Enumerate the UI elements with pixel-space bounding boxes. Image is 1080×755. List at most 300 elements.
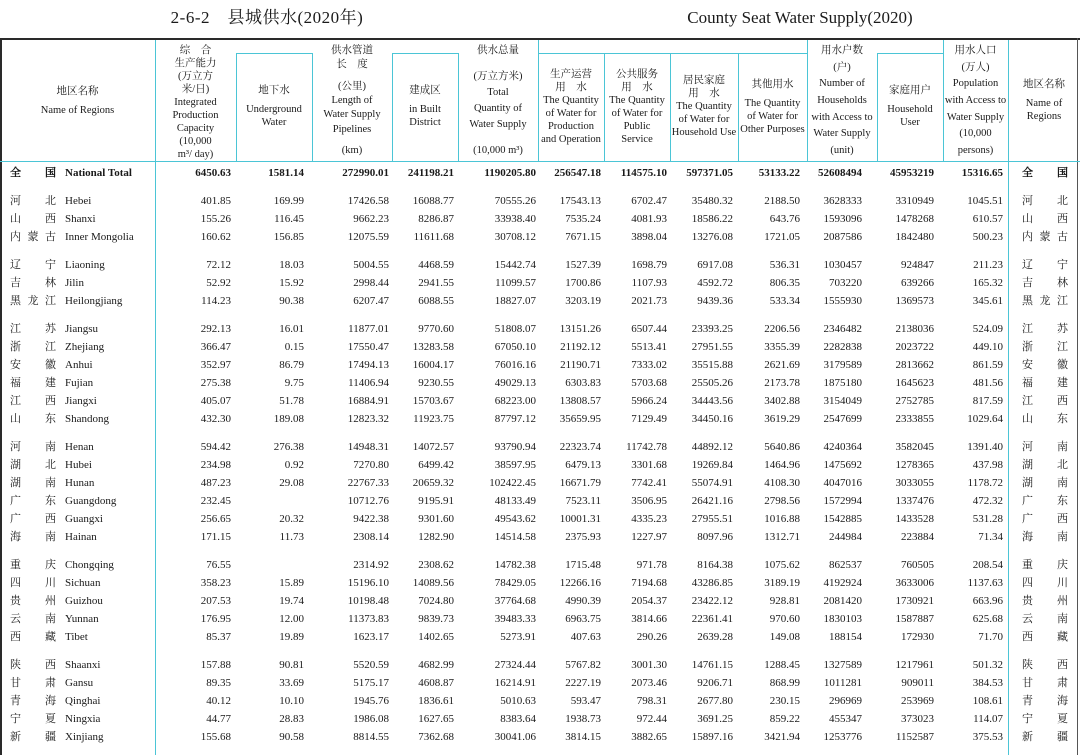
table-row [0,410,1080,428]
region-zh-char: 海 [10,531,21,543]
region-zh-char: 宁 [10,713,21,725]
region-zh-char: 宁 [1057,259,1068,271]
value-total-supply: 15442.74 [494,259,536,271]
header-line: User [900,117,920,128]
region-zh [10,492,56,510]
value-underground: 15.89 [279,577,304,589]
value-pipelines: 22767.33 [347,477,389,489]
value-built-district: 1627.65 [418,713,454,725]
value-other-purposes: 643.76 [769,213,800,225]
value-underground: 10.10 [279,695,304,707]
value-other-purposes: 3421.94 [764,731,800,743]
header-line: Regions [1026,111,1062,122]
region-zh-char: 宁 [1022,713,1033,725]
value-total-supply: 33938.40 [494,213,536,225]
row-gap [0,182,1080,192]
value-households: 1327589 [823,659,862,671]
value-household-user: 1337476 [895,495,934,507]
value-built-district: 9301.60 [418,513,454,525]
value-total-supply: 8383.64 [500,713,536,725]
value-built-district: 2308.62 [418,559,454,571]
value-other-purposes: 1464.96 [764,459,800,471]
region-zh-char: 内 [10,231,21,243]
value-household-use: 8164.38 [697,559,733,571]
value-total-supply: 93790.94 [494,441,536,453]
value-pipelines: 6207.47 [353,295,389,307]
region-zh [1022,656,1068,674]
value-pipelines: 272990.01 [342,167,389,179]
value-other-purposes: 536.31 [769,259,800,271]
region-zh-char: 南 [45,441,56,453]
region-zh-char: 西 [45,659,56,671]
header-line: 米/日) [181,84,210,95]
region-zh-char: 重 [10,559,21,571]
value-household-use: 43286.85 [691,577,733,589]
header-line: Household Use [671,127,737,138]
value-household-use: 19269.84 [691,459,733,471]
value-public-service: 4335.23 [631,513,667,525]
region-name-left [0,728,155,746]
value-pipelines: 5004.55 [353,259,389,271]
value-total-supply: 39483.33 [494,613,536,625]
region-zh-char: 安 [10,359,21,371]
value-public-service: 7129.49 [631,413,667,425]
header-line: Integrated [174,97,217,108]
header-line: (km) [341,145,363,156]
value-pipelines: 12075.59 [347,231,389,243]
value-households: 862537 [829,559,862,571]
table-row [0,256,1080,274]
region-zh [10,374,56,392]
value-public-service: 971.78 [636,559,667,571]
table-row [0,338,1080,356]
value-capacity: 232.45 [200,495,231,507]
value-pipelines: 17494.13 [347,359,389,371]
value-household-use: 34450.16 [691,413,733,425]
region-en: Xinjiang [65,731,104,743]
value-population: 1029.64 [967,413,1003,425]
header-line: 生产运营 [550,68,592,80]
value-household-use: 2639.28 [697,631,733,643]
value-households: 1030457 [823,259,862,271]
value-total-supply: 76016.16 [494,359,536,371]
region-zh-char: 西 [1057,395,1068,407]
value-households: 2346482 [823,323,862,335]
header-line: 地区名称 [1023,79,1065,90]
region-zh [10,574,56,592]
region-zh [1022,410,1068,428]
header-line: 用 水 [688,88,720,99]
value-underground: 169.99 [273,195,304,207]
value-other-purposes: 533.34 [769,295,800,307]
region-en: Zhejiang [65,341,105,353]
value-capacity: 155.68 [200,731,231,743]
region-zh-char: 河 [1022,441,1033,453]
value-total-supply: 48133.49 [494,495,536,507]
table-row [0,210,1080,228]
region-zh-char: 贵 [1022,595,1033,607]
title-bar [0,0,1080,38]
region-zh-char: 青 [10,695,21,707]
table-row [0,374,1080,392]
value-households: 244984 [829,531,862,543]
header-line: of Water for [545,107,597,119]
header-line: Water Supply [469,119,527,131]
region-name-right [1008,320,1080,338]
region-zh [10,628,56,646]
region-zh [1022,574,1068,592]
header-line: 其他用水 [751,78,794,90]
header-line: Other Purposes [740,123,805,135]
region-name-left [0,528,155,546]
column-header-public-service [605,54,669,160]
region-zh [10,410,56,428]
region-zh [1022,474,1068,492]
value-underground: 12.00 [279,613,304,625]
value-other-purposes: 1288.45 [764,659,800,671]
value-public-service: 3882.65 [631,731,667,743]
row-gap [0,428,1080,438]
region-name-right [1008,192,1080,210]
region-zh-char: 林 [45,277,56,289]
value-households: 4240364 [823,441,862,453]
value-capacity: 155.26 [200,213,231,225]
value-production: 13151.26 [559,323,601,335]
value-households: 2547699 [823,413,862,425]
region-zh-char: 浙 [10,341,21,353]
region-zh-char: 江 [1022,323,1033,335]
region-zh-char: 蒙 [1039,231,1051,243]
value-other-purposes: 2206.56 [764,323,800,335]
region-zh-char: 全 [1022,167,1033,179]
region-zh-char: 安 [1022,359,1033,371]
value-population: 817.59 [972,395,1003,407]
value-household-use: 3691.25 [697,713,733,725]
value-public-service: 1107.93 [631,277,667,289]
region-zh-char: 徽 [45,359,56,371]
header-line: The Quantity [676,101,732,112]
value-pipelines: 9422.38 [353,513,389,525]
region-en: Qinghai [65,695,101,707]
value-built-district: 2941.55 [418,277,454,289]
region-name-right [1008,210,1080,228]
region-zh [1022,510,1068,528]
value-other-purposes: 1075.62 [764,559,800,571]
region-zh-char: 东 [45,413,56,425]
column-header-other-purposes [739,54,806,160]
value-built-district: 8286.87 [418,213,454,225]
table-row [0,274,1080,292]
value-population: 861.59 [972,359,1003,371]
region-name-right [1008,492,1080,510]
table-row [0,356,1080,374]
region-zh-char: 新 [1022,731,1033,743]
value-production: 21190.71 [560,359,601,371]
value-total-supply: 1190205.80 [484,167,536,179]
region-zh-char: 西 [45,395,56,407]
value-pipelines: 14948.31 [347,441,389,453]
region-zh [1022,592,1068,610]
value-total-supply: 11099.57 [495,277,536,289]
region-zh [10,710,56,728]
table-row [0,610,1080,628]
value-household-use: 22361.41 [691,613,733,625]
region-zh [1022,556,1068,574]
header-line: 地下水 [258,85,290,96]
region-zh-char: 东 [1057,495,1068,507]
region-zh-char: 内 [1022,231,1033,243]
region-zh-char: 河 [10,441,21,453]
region-name-left [0,510,155,528]
header-line: Service [621,133,653,145]
region-name-right [1008,438,1080,456]
value-household-user: 2813662 [895,359,934,371]
region-en: Tibet [65,631,88,643]
value-underground: 116.45 [274,213,304,225]
region-name-right [1008,456,1080,474]
region-zh-char: 东 [1057,413,1068,425]
region-name-right [1008,164,1080,182]
region-name-left [0,410,155,428]
region-zh-char: 北 [45,195,56,207]
region-zh-char: 湖 [1022,459,1033,471]
value-population: 114.07 [973,713,1003,725]
value-total-supply: 87797.12 [494,413,536,425]
region-zh-char: 江 [1057,341,1068,353]
table-row [0,710,1080,728]
column-header-capacity [156,40,235,160]
region-zh-char: 夏 [45,713,56,725]
value-built-district: 13283.58 [412,341,454,353]
region-zh-char: 南 [1057,441,1068,453]
table-row [0,292,1080,310]
header-line: Water [261,117,287,128]
region-en: Chongqing [65,559,114,571]
value-underground: 28.83 [279,713,304,725]
region-name-left [0,692,155,710]
value-total-supply: 68223.00 [494,395,536,407]
value-household-user: 2023722 [895,341,934,353]
value-population: 625.68 [972,613,1003,625]
region-zh [10,692,56,710]
value-household-use: 4592.72 [697,277,733,289]
column-header-underground [237,54,311,160]
value-household-use: 35515.88 [691,359,733,371]
value-households: 1542885 [823,513,862,525]
region-zh [10,592,56,610]
table-row [0,456,1080,474]
header-line: Name of Regions [40,104,115,116]
value-pipelines: 1986.08 [353,713,389,725]
value-capacity: 76.55 [206,559,231,571]
value-pipelines: 2314.92 [353,559,389,571]
value-household-use: 23393.25 [691,323,733,335]
region-zh [1022,228,1068,246]
table-row [0,438,1080,456]
region-zh [1022,692,1068,710]
region-name-right [1008,728,1080,746]
region-zh-char: 西 [45,213,56,225]
value-other-purposes: 149.08 [769,631,800,643]
value-underground: 51.78 [279,395,304,407]
value-capacity: 292.13 [200,323,231,335]
region-zh [10,210,56,228]
region-zh-char: 肃 [45,677,56,689]
region-zh-char: 宁 [45,259,56,271]
region-zh [10,674,56,692]
region-name-right [1008,228,1080,246]
value-other-purposes: 868.99 [769,677,800,689]
value-public-service: 3001.30 [631,659,667,671]
value-production: 12266.16 [559,577,601,589]
region-zh [10,438,56,456]
header-line: Water Supply [813,128,871,140]
region-zh [10,164,56,182]
value-built-district: 9770.60 [418,323,454,335]
value-capacity: 44.77 [206,713,231,725]
value-capacity: 176.95 [200,613,231,625]
region-zh-char: 广 [10,495,21,507]
header-line: The Quantity [744,97,801,109]
value-other-purposes: 2621.69 [764,359,800,371]
value-total-supply: 49029.13 [494,377,536,389]
region-name-right [1008,338,1080,356]
value-underground: 0.92 [284,459,304,471]
header-line: 供水总量 [477,45,519,56]
region-zh-char: 辽 [10,259,21,271]
value-pipelines: 2308.14 [353,531,389,543]
value-population: 165.32 [972,277,1003,289]
value-capacity: 401.85 [200,195,231,207]
value-public-service: 5703.68 [631,377,667,389]
header-line: 家庭用户 [889,85,931,96]
value-capacity: 352.97 [200,359,231,371]
region-zh [1022,356,1068,374]
region-zh-char: 国 [45,167,56,179]
value-household-user: 3633006 [895,577,934,589]
value-built-district: 6088.55 [418,295,454,307]
value-households: 455347 [829,713,862,725]
region-zh-char: 黑 [1022,295,1033,307]
region-zh-char: 江 [1057,295,1068,307]
region-zh [1022,164,1068,182]
value-public-service: 290.26 [636,631,667,643]
region-zh-char: 福 [1022,377,1033,389]
region-name-right [1008,574,1080,592]
table-row [0,392,1080,410]
value-household-user: 1842480 [895,231,934,243]
value-public-service: 6507.44 [631,323,667,335]
region-zh-char: 疆 [45,731,56,743]
region-zh-char: 甘 [10,677,21,689]
value-total-supply: 27324.44 [494,659,536,671]
value-production: 6303.83 [565,377,601,389]
value-production: 1715.48 [565,559,601,571]
value-population: 15316.65 [961,167,1003,179]
region-en: Shandong [65,413,109,425]
value-total-supply: 18827.07 [494,295,536,307]
region-zh-char: 江 [45,341,56,353]
region-zh-char: 蒙 [27,231,39,243]
value-public-service: 7333.02 [631,359,667,371]
region-name-left [0,610,155,628]
value-underground: 90.58 [279,731,304,743]
region-zh-char: 庆 [1057,559,1068,571]
header-line: (10,000 [179,136,212,147]
value-production: 5767.82 [565,659,601,671]
value-underground: 276.38 [273,441,304,453]
column-header-household-use [671,54,737,160]
region-en: Hebei [65,195,92,207]
value-capacity: 594.42 [200,441,231,453]
region-en: Yunnan [65,613,99,625]
header-line: 用 水 [555,81,587,93]
header-line: Water Supply [323,109,381,121]
value-household-user: 45953219 [890,167,934,179]
value-other-purposes: 3402.88 [764,395,800,407]
value-public-service: 2073.46 [631,677,667,689]
header-line: of Water for [678,114,730,125]
value-capacity: 89.35 [206,677,231,689]
value-household-user: 3033055 [895,477,934,489]
column-header-built-district [393,54,457,160]
table-row [0,192,1080,210]
value-pipelines: 5520.59 [353,659,389,671]
value-household-use: 27951.55 [691,341,733,353]
header-line: Pipelines [332,123,372,135]
value-production: 4990.39 [565,595,601,607]
header-line: 长 度 [336,59,368,71]
value-population: 108.61 [972,695,1003,707]
header-line: Production [172,110,219,121]
value-household-use: 18586.22 [691,213,733,225]
header-line: 居民家庭 [683,75,725,86]
region-en: Jilin [65,277,84,289]
region-zh-char: 福 [10,377,21,389]
value-households: 3628333 [823,195,862,207]
value-household-use: 15897.16 [691,731,733,743]
value-household-use: 9439.36 [697,295,733,307]
region-zh-char: 川 [45,577,56,589]
value-pipelines: 10198.48 [347,595,389,607]
header-line: 生产能力 [174,58,217,69]
value-production: 593.47 [570,695,601,707]
value-households: 1830103 [823,613,862,625]
value-households: 4192924 [823,577,862,589]
column-header-pipelines [313,40,391,160]
region-zh-char: 庆 [45,559,56,571]
value-households: 2282838 [823,341,862,353]
region-name-left [0,656,155,674]
value-underground: 86.79 [279,359,304,371]
value-pipelines: 12823.32 [347,413,389,425]
region-zh-char: 北 [45,459,56,471]
value-public-service: 1698.79 [631,259,667,271]
region-name-left [0,228,155,246]
region-zh-char: 陕 [10,659,21,671]
value-other-purposes: 53133.22 [758,167,800,179]
region-name-left [0,164,155,182]
header-line: Quantity of [473,103,523,115]
region-zh-char: 建 [1057,377,1068,389]
value-production: 6963.75 [565,613,601,625]
region-en: Hainan [65,531,97,543]
value-underground: 0.15 [284,341,304,353]
header-line: Household [887,104,933,115]
region-zh-char: 西 [1022,631,1033,643]
header-line: Underground [246,104,302,115]
value-household-user: 2138036 [895,323,934,335]
